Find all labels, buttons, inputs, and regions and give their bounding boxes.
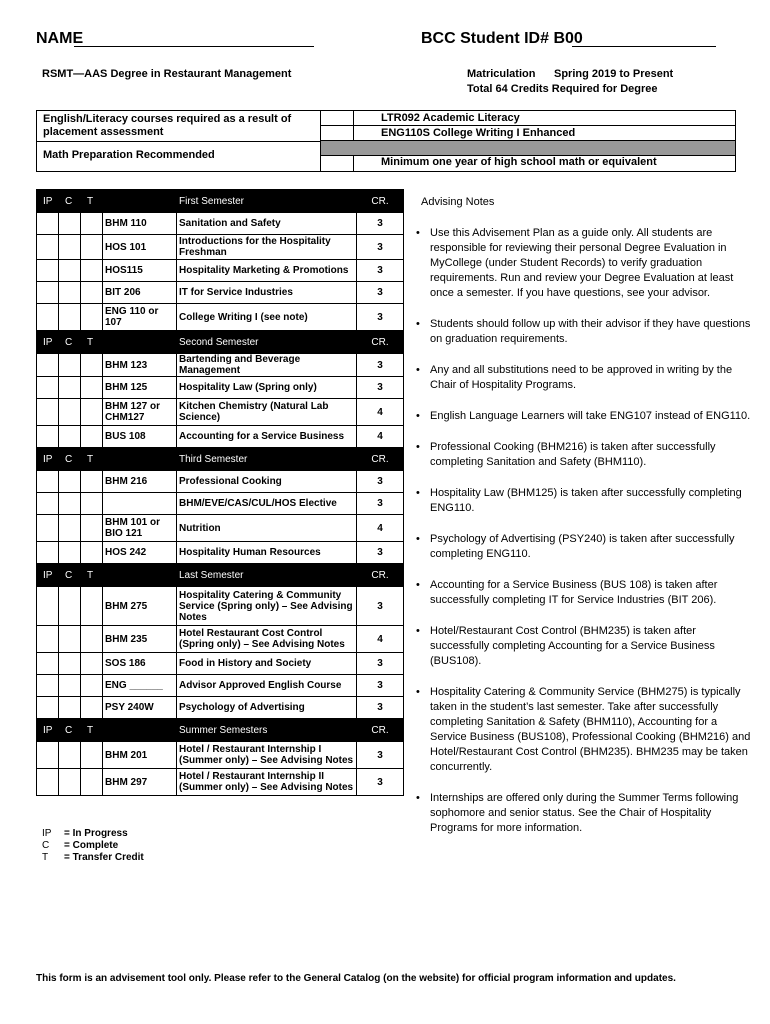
course-code: BHM 127 or CHM127 — [103, 399, 177, 426]
course-title: Introductions for the Hospitality Freshman — [177, 235, 357, 260]
checkbox-c[interactable] — [59, 626, 81, 653]
header-cr: CR. — [357, 448, 404, 471]
semester-header — [37, 331, 404, 354]
course-code: BHM 297 — [103, 769, 177, 796]
checkbox-t[interactable] — [81, 304, 103, 331]
checkbox-t[interactable] — [81, 653, 103, 675]
semester-title: Second Semester — [177, 331, 357, 354]
english-course-1: LTR092 Academic Literacy — [381, 112, 520, 124]
advising-note: • Use this Advisement Plan as a guide only. All students are responsible for reviewing their personal Degree Evaluation in MyCollege (under Student Records) to verify graduation requirements. Run and review your Degree Evaluation at least once a semester. If you have questions, see your advisor. — [430, 226, 755, 301]
checkbox-t[interactable] — [81, 515, 103, 542]
course-title: Sanitation and Safety — [177, 213, 357, 235]
course-credits: 3 — [357, 213, 404, 235]
course-code: BUS 108 — [103, 426, 177, 448]
checkbox-c[interactable] — [59, 769, 81, 796]
course-row — [37, 213, 404, 235]
checkbox-c[interactable] — [59, 399, 81, 426]
header-ip: IP — [37, 719, 59, 742]
checkbox-ip[interactable] — [37, 426, 59, 448]
header-c: C — [59, 448, 81, 471]
course-code: BHM 275 — [103, 587, 177, 626]
header-code-blank — [103, 190, 177, 213]
semester-header — [37, 190, 404, 213]
semester-header — [37, 564, 404, 587]
course-row — [37, 515, 404, 542]
checkbox-ip[interactable] — [37, 675, 59, 697]
checkbox-t[interactable] — [81, 471, 103, 493]
course-row — [37, 354, 404, 377]
header-cr: CR. — [357, 719, 404, 742]
checkbox-ip[interactable] — [37, 697, 59, 719]
checkbox-t[interactable] — [81, 697, 103, 719]
header-t: T — [81, 719, 103, 742]
course-title: BHM/EVE/CAS/CUL/HOS Elective — [177, 493, 357, 515]
program-title: RSMT—AAS Degree in Restaurant Management — [42, 68, 292, 80]
checkbox-t[interactable] — [81, 493, 103, 515]
course-code: BHM 125 — [103, 377, 177, 399]
course-credits: 3 — [357, 742, 404, 769]
checkbox-ip[interactable] — [37, 626, 59, 653]
course-title: Hotel Restaurant Cost Control (Spring only) – See Advising Notes — [177, 626, 357, 653]
checkbox-c[interactable] — [59, 282, 81, 304]
course-row — [37, 675, 404, 697]
advising-note: • Psychology of Advertising (PSY240) is taken after successfully completing ENG110. — [430, 532, 755, 562]
course-code: BHM 201 — [103, 742, 177, 769]
course-title: Bartending and Beverage Management — [177, 354, 357, 377]
course-code: BHM 216 — [103, 471, 177, 493]
advising-note: • Any and all substitutions need to be approved in writing by the Chair of Hospitality Programs. — [430, 363, 755, 393]
advising-note: • Hotel/Restaurant Cost Control (BHM235) is taken after successfully completing Accounting for a Service Business (BUS108). — [430, 624, 755, 669]
course-title: Food in History and Society — [177, 653, 357, 675]
course-code: BHM 235 — [103, 626, 177, 653]
advising-note: • Hospitality Catering & Community Service (BHM275) is typically taken in the student’s last semester. Take after successfully completing Sanitation & Safety (BHM110), Accounting for a Service Business (BUS108), Professional Cooking (BHM216) and Hotel/Restaurant Cost Control (BHM235). BHM235 may be taken concurrently. — [430, 685, 755, 775]
checkbox-t[interactable] — [81, 260, 103, 282]
course-row — [37, 235, 404, 260]
header-t: T — [81, 448, 103, 471]
english-placement-label: English/Literacy courses required as a result of placement assessment — [43, 113, 292, 138]
checkbox-c[interactable] — [59, 304, 81, 331]
checkbox-ip[interactable] — [37, 354, 59, 377]
math-placement-label: Math Preparation Recommended — [43, 149, 215, 161]
english-course-2: ENG110S College Writing I Enhanced — [381, 127, 576, 139]
total-credits: Total 64 Credits Required for Degree — [467, 83, 658, 95]
legend — [42, 828, 144, 864]
advising-note: • Professional Cooking (BHM216) is taken after successfully completing Sanitation and Safety (BHM110). — [430, 440, 755, 470]
checkbox-c[interactable] — [59, 354, 81, 377]
semester-header — [37, 448, 404, 471]
header-code-blank — [103, 719, 177, 742]
checkbox-ip[interactable] — [37, 260, 59, 282]
course-credits: 3 — [357, 653, 404, 675]
course-row — [37, 542, 404, 564]
advising-notes-list — [414, 226, 755, 836]
checkbox-t[interactable] — [81, 675, 103, 697]
course-row — [37, 471, 404, 493]
checkbox-c[interactable] — [59, 213, 81, 235]
checkbox-t[interactable] — [81, 354, 103, 377]
checkbox-t[interactable] — [81, 742, 103, 769]
checkbox-c[interactable] — [59, 542, 81, 564]
semester-title: First Semester — [177, 190, 357, 213]
checkbox-ip[interactable] — [37, 515, 59, 542]
course-code: HOS 101 — [103, 235, 177, 260]
course-credits: 4 — [357, 426, 404, 448]
course-credits: 3 — [357, 769, 404, 796]
semester-title: Last Semester — [177, 564, 357, 587]
checkbox-t[interactable] — [81, 282, 103, 304]
course-code: BHM 101 or BIO 121 — [103, 515, 177, 542]
course-title: Advisor Approved English Course — [177, 675, 357, 697]
header-ip: IP — [37, 448, 59, 471]
footer-disclaimer: This form is an advisement tool only. Please refer to the General Catalog (on the website) for official program information and updates. — [36, 973, 676, 984]
checkbox-t[interactable] — [81, 213, 103, 235]
advising-note: • Students should follow up with their advisor if they have questions on graduation requirements. — [430, 317, 755, 347]
course-row — [37, 697, 404, 719]
course-credits: 3 — [357, 282, 404, 304]
checkbox-ip[interactable] — [37, 587, 59, 626]
course-credits: 3 — [357, 377, 404, 399]
checkbox-t[interactable] — [81, 587, 103, 626]
matriculation-label: Matriculation — [467, 68, 536, 80]
checkbox-t[interactable] — [81, 377, 103, 399]
header-c: C — [59, 719, 81, 742]
advising-note: • Internships are offered only during the Summer Terms following sophomore and senior status. See the Chair of Hospitality Programs for more information. — [430, 791, 755, 836]
course-row — [37, 399, 404, 426]
course-title: Hotel / Restaurant Internship I (Summer only) – See Advising Notes — [177, 742, 357, 769]
header-ip: IP — [37, 190, 59, 213]
course-credits: 3 — [357, 493, 404, 515]
course-code: BIT 206 — [103, 282, 177, 304]
course-row — [37, 653, 404, 675]
checkbox-t[interactable] — [81, 235, 103, 260]
checkbox-ip[interactable] — [37, 742, 59, 769]
matriculation-value: Spring 2019 to Present — [554, 68, 674, 80]
course-credits: 3 — [357, 697, 404, 719]
checkbox-ip[interactable] — [37, 493, 59, 515]
course-title: Nutrition — [177, 515, 357, 542]
checkbox-ip[interactable] — [37, 471, 59, 493]
course-title: IT for Service Industries — [177, 282, 357, 304]
checkbox-t[interactable] — [81, 542, 103, 564]
checkbox-c[interactable] — [59, 426, 81, 448]
checkbox-ip[interactable] — [37, 377, 59, 399]
course-title: College Writing I (see note) — [177, 304, 357, 331]
course-code: ENG 110 or 107 — [103, 304, 177, 331]
course-code: BHM 110 — [103, 213, 177, 235]
course-title: Hospitality Marketing & Promotions — [177, 260, 357, 282]
course-row — [37, 587, 404, 626]
checkbox-t[interactable] — [81, 399, 103, 426]
course-code: HOS 242 — [103, 542, 177, 564]
header-code-blank — [103, 564, 177, 587]
math-requirement: Minimum one year of high school math or equivalent — [381, 156, 657, 168]
checkbox-c[interactable] — [59, 587, 81, 626]
course-credits: 3 — [357, 354, 404, 377]
course-code: ENG ______ — [103, 675, 177, 697]
course-table — [36, 189, 404, 796]
course-title: Hotel / Restaurant Internship II (Summer only) – See Advising Notes — [177, 769, 357, 796]
advising-note: • English Language Learners will take ENG107 instead of ENG110. — [430, 409, 755, 424]
advising-notes-title: Advising Notes — [421, 196, 495, 208]
checkbox-c[interactable] — [59, 675, 81, 697]
checkbox-c[interactable] — [59, 471, 81, 493]
course-credits: 4 — [357, 626, 404, 653]
header-t: T — [81, 190, 103, 213]
name-label: NAME — [36, 30, 84, 47]
checkbox-ip[interactable] — [37, 542, 59, 564]
header-code-blank — [103, 448, 177, 471]
course-row — [37, 282, 404, 304]
checkbox-t[interactable] — [81, 426, 103, 448]
checkbox-ip[interactable] — [37, 304, 59, 331]
course-row — [37, 493, 404, 515]
course-credits: 3 — [357, 235, 404, 260]
checkbox-c[interactable] — [59, 260, 81, 282]
checkbox-c[interactable] — [59, 697, 81, 719]
course-credits: 3 — [357, 471, 404, 493]
header-c: C — [59, 331, 81, 354]
header-ip: IP — [37, 331, 59, 354]
checkbox-c[interactable] — [59, 377, 81, 399]
checkbox-ip[interactable] — [37, 399, 59, 426]
course-title: Kitchen Chemistry (Natural Lab Science) — [177, 399, 357, 426]
course-title: Accounting for a Service Business — [177, 426, 357, 448]
header-c: C — [59, 190, 81, 213]
checkbox-t[interactable] — [81, 769, 103, 796]
course-credits: 3 — [357, 587, 404, 626]
checkbox-c[interactable] — [59, 493, 81, 515]
course-row — [37, 260, 404, 282]
course-credits: 3 — [357, 675, 404, 697]
header-cr: CR. — [357, 190, 404, 213]
checkbox-ip[interactable] — [37, 653, 59, 675]
course-row — [37, 304, 404, 331]
course-code: SOS 186 — [103, 653, 177, 675]
semester-title: Third Semester — [177, 448, 357, 471]
course-row — [37, 377, 404, 399]
checkbox-c[interactable] — [59, 742, 81, 769]
header-ip: IP — [37, 564, 59, 587]
course-code: PSY 240W — [103, 697, 177, 719]
header-t: T — [81, 564, 103, 587]
semester-title: Summer Semesters — [177, 719, 357, 742]
course-credits: 4 — [357, 399, 404, 426]
legend-item: T = Transfer Credit — [42, 852, 144, 863]
course-credits: 3 — [357, 542, 404, 564]
checkbox-ip[interactable] — [37, 235, 59, 260]
course-title: Psychology of Advertising — [177, 697, 357, 719]
course-credits: 3 — [357, 304, 404, 331]
advising-note: • Accounting for a Service Business (BUS 108) is taken after successfully completing IT for Service Industries (BIT 206). — [430, 578, 755, 608]
course-code — [103, 493, 177, 515]
header-code-blank — [103, 331, 177, 354]
course-title: Hospitality Law (Spring only) — [177, 377, 357, 399]
checkbox-ip[interactable] — [37, 213, 59, 235]
placement-table — [36, 110, 736, 172]
course-title: Hospitality Human Resources — [177, 542, 357, 564]
checkbox-t[interactable] — [81, 626, 103, 653]
checkbox-c[interactable] — [59, 515, 81, 542]
checkbox-ip[interactable] — [37, 282, 59, 304]
student-id-label: BCC Student ID# B00 — [421, 30, 583, 47]
student-id-blank-line[interactable] — [572, 46, 716, 47]
course-title: Hospitality Catering & Community Service (Spring only) – See Advising Notes — [177, 587, 357, 626]
course-row — [37, 742, 404, 769]
course-row — [37, 769, 404, 796]
checkbox-c[interactable] — [59, 235, 81, 260]
legend-item: IP = In Progress — [42, 828, 128, 839]
checkbox-ip[interactable] — [37, 769, 59, 796]
advising-note: • Hospitality Law (BHM125) is taken after successfully completing ENG110. — [430, 486, 755, 516]
course-credits: 4 — [357, 515, 404, 542]
header-cr: CR. — [357, 331, 404, 354]
course-row — [37, 626, 404, 653]
semester-header — [37, 719, 404, 742]
checkbox-c[interactable] — [59, 653, 81, 675]
name-blank-line[interactable] — [74, 46, 314, 47]
course-code: HOS115 — [103, 260, 177, 282]
course-row — [37, 426, 404, 448]
header-c: C — [59, 564, 81, 587]
legend-item: C = Complete — [42, 840, 119, 851]
course-credits: 3 — [357, 260, 404, 282]
course-title: Professional Cooking — [177, 471, 357, 493]
header-cr: CR. — [357, 564, 404, 587]
course-code: BHM 123 — [103, 354, 177, 377]
header-t: T — [81, 331, 103, 354]
